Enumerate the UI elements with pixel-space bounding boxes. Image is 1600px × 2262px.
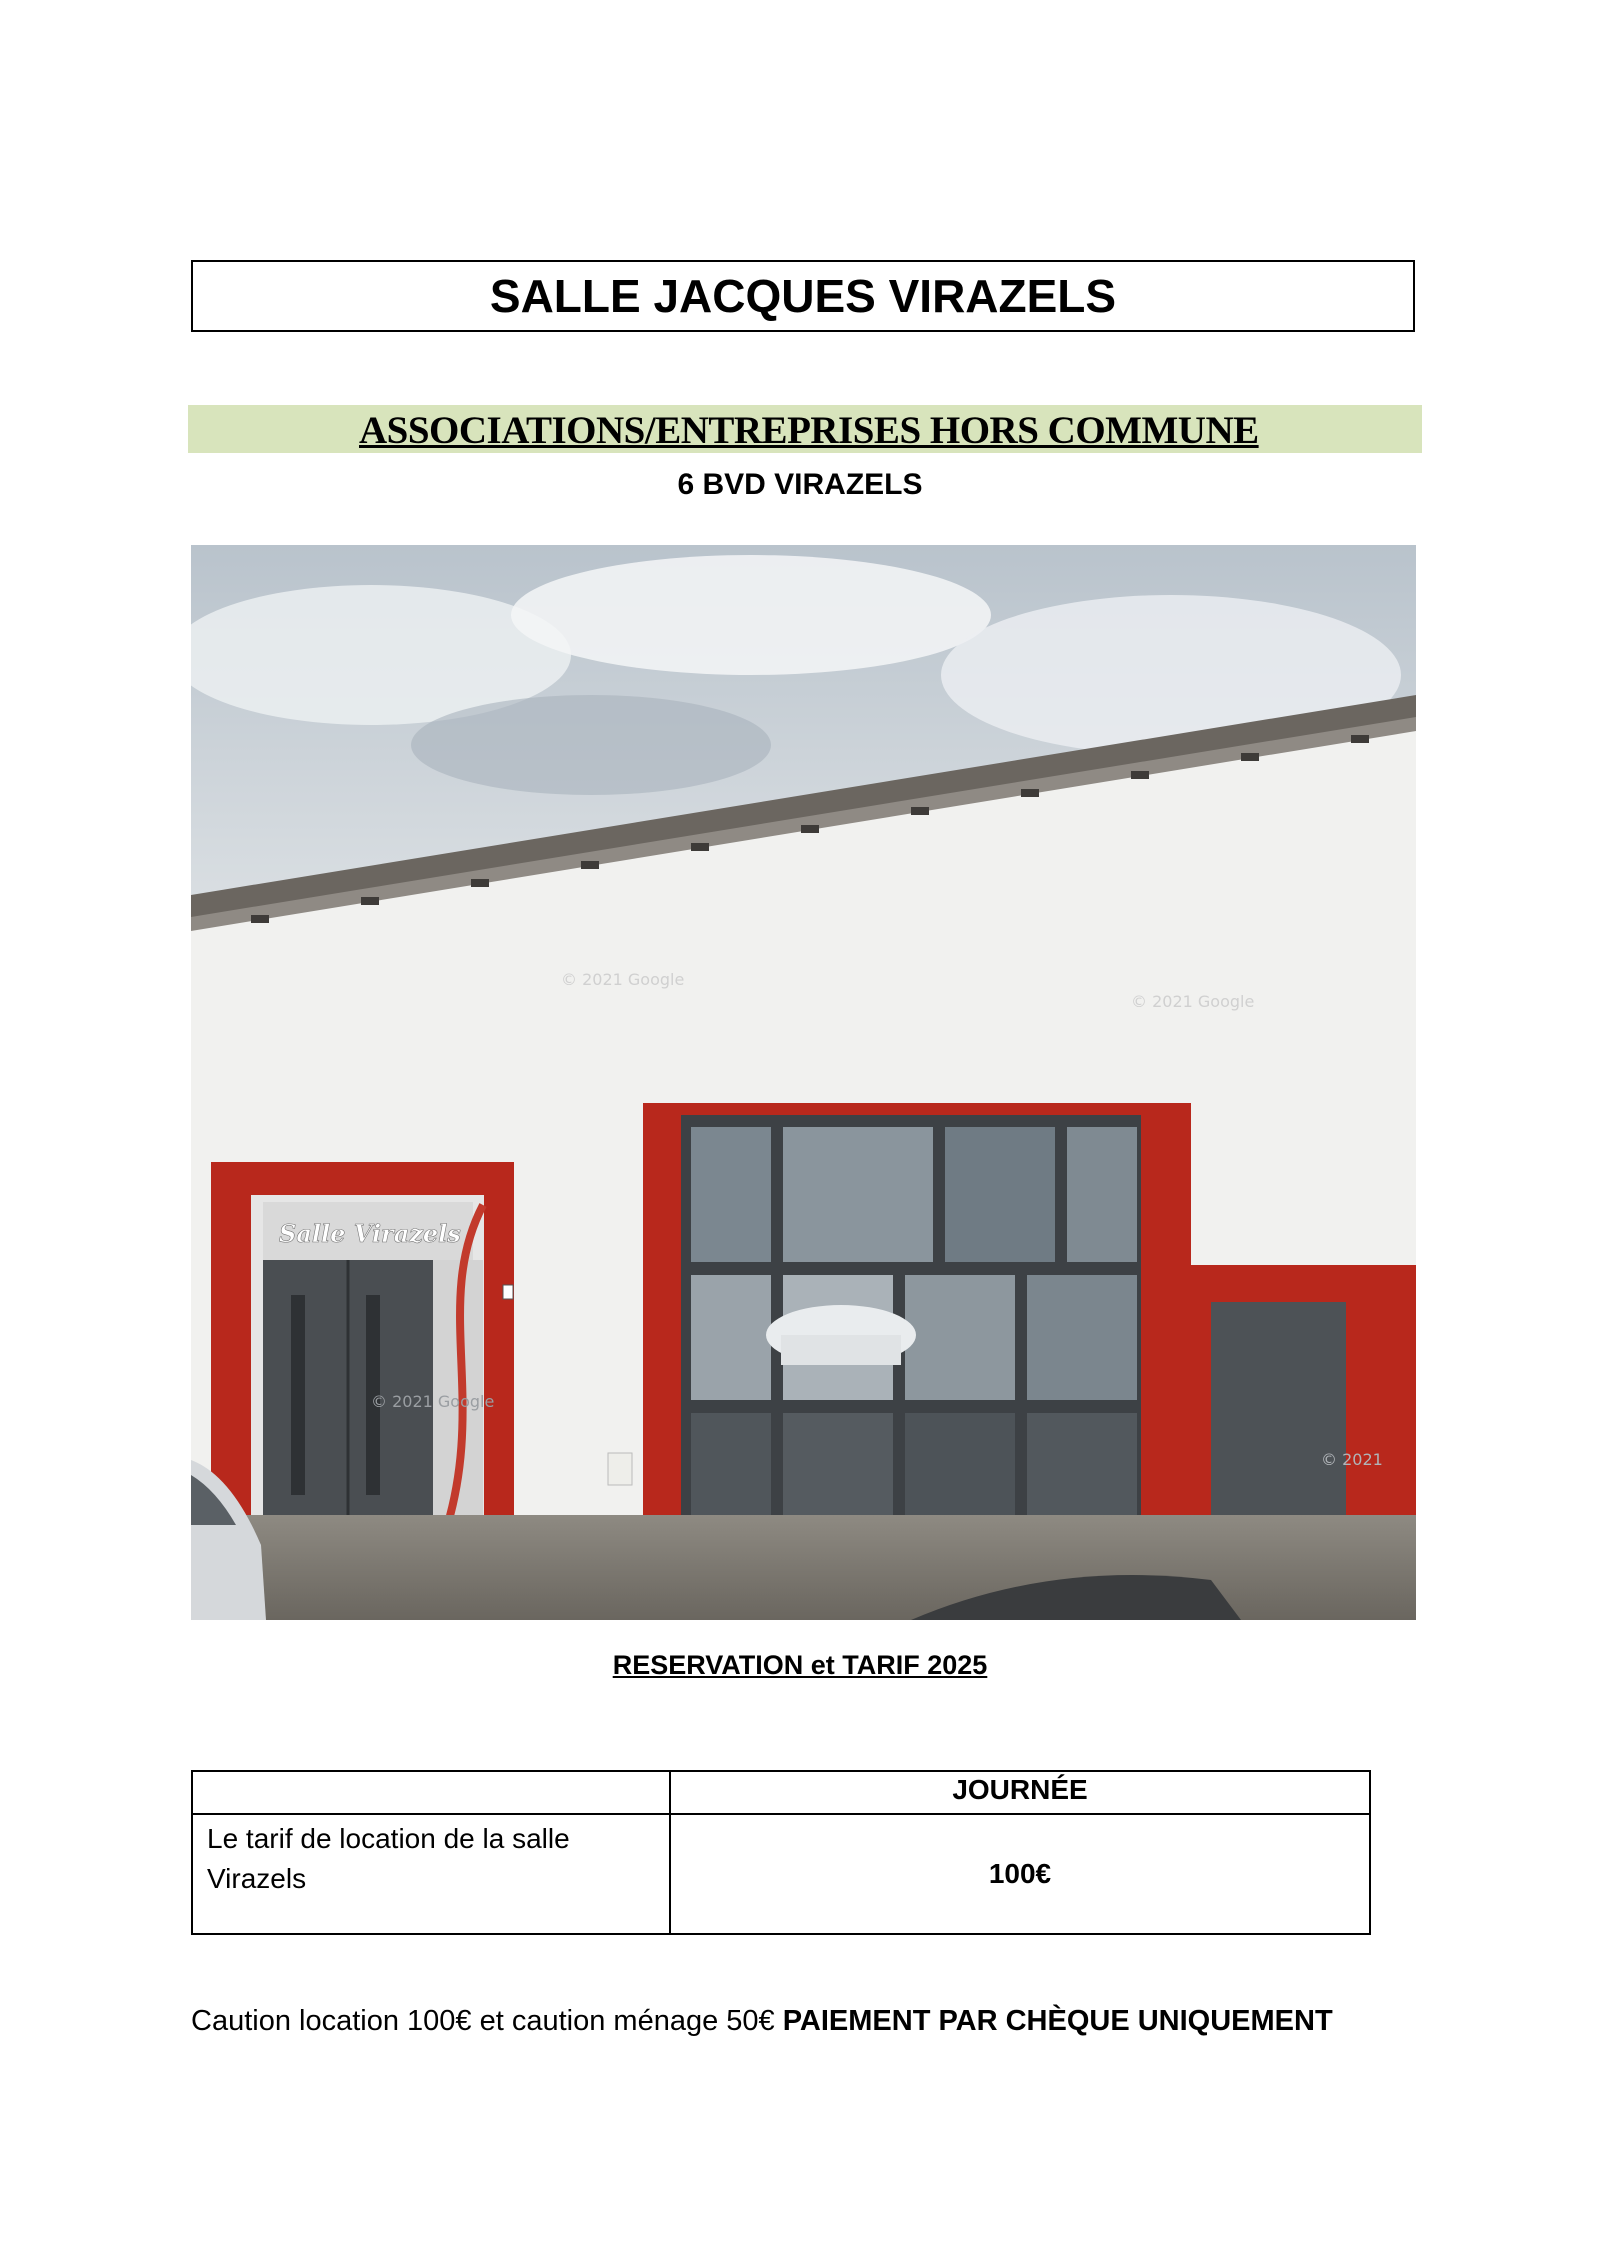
caution-line xyxy=(191,2005,1333,2038)
building-photo xyxy=(191,545,1416,1620)
page-title: SALLE JACQUES VIRAZELS xyxy=(489,270,1117,322)
tarif-value: 100€ xyxy=(670,1814,1370,1934)
address: 6 BVD VIRAZELS xyxy=(677,468,923,501)
header-empty-cell xyxy=(192,1771,670,1814)
caution-text: Caution location 100€ et caution ménage 50€ xyxy=(191,2005,783,2037)
watermark-1: © 2021 Google xyxy=(561,970,685,989)
table-row xyxy=(192,1814,1370,1934)
watermark-2: © 2021 Google xyxy=(1131,992,1255,1011)
category-banner xyxy=(188,405,1422,453)
reservation-heading: RESERVATION et TARIF 2025 xyxy=(612,1650,988,1680)
watermark-4: © 2021 xyxy=(1321,1450,1383,1469)
tarif-table xyxy=(191,1770,1371,1935)
table-header-row xyxy=(192,1771,1370,1814)
tarif-label: Le tarif de location de la salle Virazels xyxy=(192,1814,670,1934)
title-box xyxy=(191,260,1415,332)
category-banner-text: ASSOCIATIONS/ENTREPRISES HORS COMMUNE xyxy=(359,409,1259,452)
header-journee: JOURNÉE xyxy=(670,1771,1370,1814)
payment-text: PAIEMENT PAR CHÈQUE UNIQUEMENT xyxy=(782,2005,1333,2037)
watermark-3: © 2021 Google xyxy=(371,1392,495,1411)
salle-virazels-sign: Salle Virazels xyxy=(279,1219,461,1248)
